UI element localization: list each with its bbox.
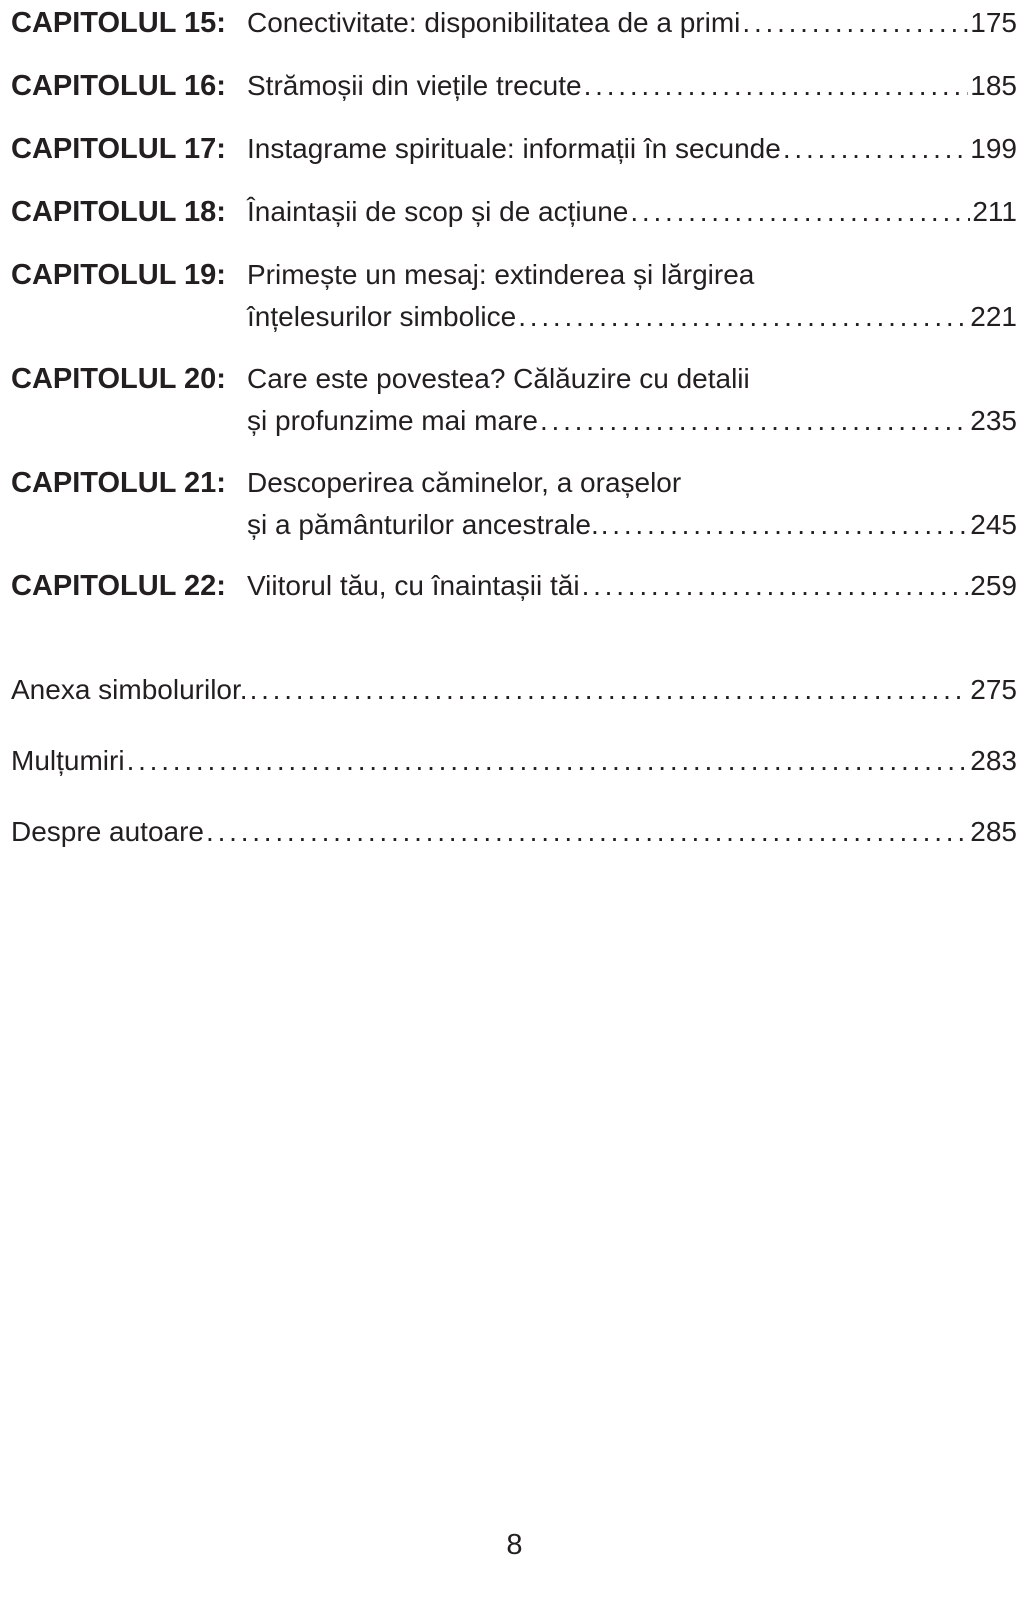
chapter-title-line-1: Descoperirea căminelor, a orașelor — [247, 467, 682, 498]
chapter-label: CAPITOLUL 19: — [11, 259, 226, 291]
chapter-body — [247, 565, 1017, 607]
chapter-body — [247, 2, 1017, 44]
toc-entry-about-author — [11, 811, 1017, 853]
chapter-body — [247, 254, 1017, 338]
dot-leader — [250, 669, 969, 711]
chapter-title: Instagrame spirituale: informații în secunde — [247, 133, 781, 164]
toc-line — [247, 191, 1017, 233]
chapter-title-line-2: și a pământurilor ancestrale. — [247, 509, 599, 540]
page-number: 275 — [970, 674, 1017, 705]
page-number: 235 — [970, 405, 1017, 436]
section-title: Despre autoare — [11, 816, 205, 847]
dot-leader — [540, 400, 968, 442]
chapter-label: CAPITOLUL 18: — [11, 196, 226, 228]
page-number: 185 — [970, 70, 1017, 101]
toc-line — [247, 65, 1017, 107]
chapter-title: Viitorul tău, cu înaintașii tăi — [247, 570, 580, 601]
chapter-title-line-2: înțelesurilor simbolice — [247, 301, 517, 332]
chapter-label: CAPITOLUL 22: — [11, 570, 226, 602]
toc-line — [247, 504, 1017, 546]
dot-leader — [127, 740, 969, 782]
dot-leader — [783, 128, 968, 170]
chapter-body — [247, 65, 1017, 107]
dot-leader — [584, 65, 969, 107]
chapter-label: CAPITOLUL 20: — [11, 363, 226, 395]
toc-line — [247, 2, 1017, 44]
page-number: 259 — [970, 570, 1017, 601]
page-number: 221 — [970, 301, 1017, 332]
section-title: Mulțumiri — [11, 745, 125, 776]
page-number: 245 — [970, 509, 1017, 540]
dot-leader — [518, 296, 968, 338]
toc-line — [11, 811, 1017, 853]
toc-entry-acknowledgements — [11, 740, 1017, 782]
chapter-title: Înaintașii de scop și de acțiune — [247, 196, 629, 227]
toc-line — [11, 669, 1017, 711]
dot-leader — [601, 504, 969, 546]
page-number-footer: 8 — [506, 1529, 523, 1561]
chapter-body — [247, 358, 1017, 442]
toc-line — [247, 565, 1017, 607]
chapter-body — [247, 462, 1017, 546]
section-title: Anexa simbolurilor. — [11, 674, 248, 705]
page-number: 199 — [970, 133, 1017, 164]
chapter-label: CAPITOLUL 17: — [11, 133, 226, 165]
chapter-title-line-1: Care este povestea? Călăuzire cu detalii — [247, 363, 750, 394]
dot-leader — [206, 811, 968, 853]
chapter-label: CAPITOLUL 16: — [11, 70, 226, 102]
chapter-title: Strămoșii din viețile trecute — [247, 70, 582, 101]
dot-leader — [582, 565, 969, 607]
page-number: 175 — [970, 7, 1017, 38]
page-number: 211 — [972, 196, 1017, 227]
toc-line — [247, 296, 1017, 338]
chapter-label: CAPITOLUL 21: — [11, 467, 226, 499]
toc-entry-symbols-appendix — [11, 669, 1017, 711]
dot-leader — [742, 2, 968, 44]
toc-line — [247, 462, 1017, 504]
toc-line — [247, 128, 1017, 170]
chapter-title-line-2: și profunzime mai mare — [247, 405, 538, 436]
chapter-title: Conectivitate: disponibilitatea de a primi — [247, 7, 741, 38]
toc-line — [247, 400, 1017, 442]
page-number: 283 — [970, 745, 1017, 776]
page-number: 285 — [970, 816, 1017, 847]
toc-line — [247, 358, 1017, 400]
chapter-body — [247, 191, 1017, 233]
chapter-title-line-1: Primește un mesaj: extinderea și lărgirea — [247, 259, 755, 290]
chapter-body — [247, 128, 1017, 170]
toc-line — [11, 740, 1017, 782]
toc-line — [247, 254, 1017, 296]
chapter-label: CAPITOLUL 15: — [11, 7, 226, 39]
dot-leader — [630, 191, 970, 233]
